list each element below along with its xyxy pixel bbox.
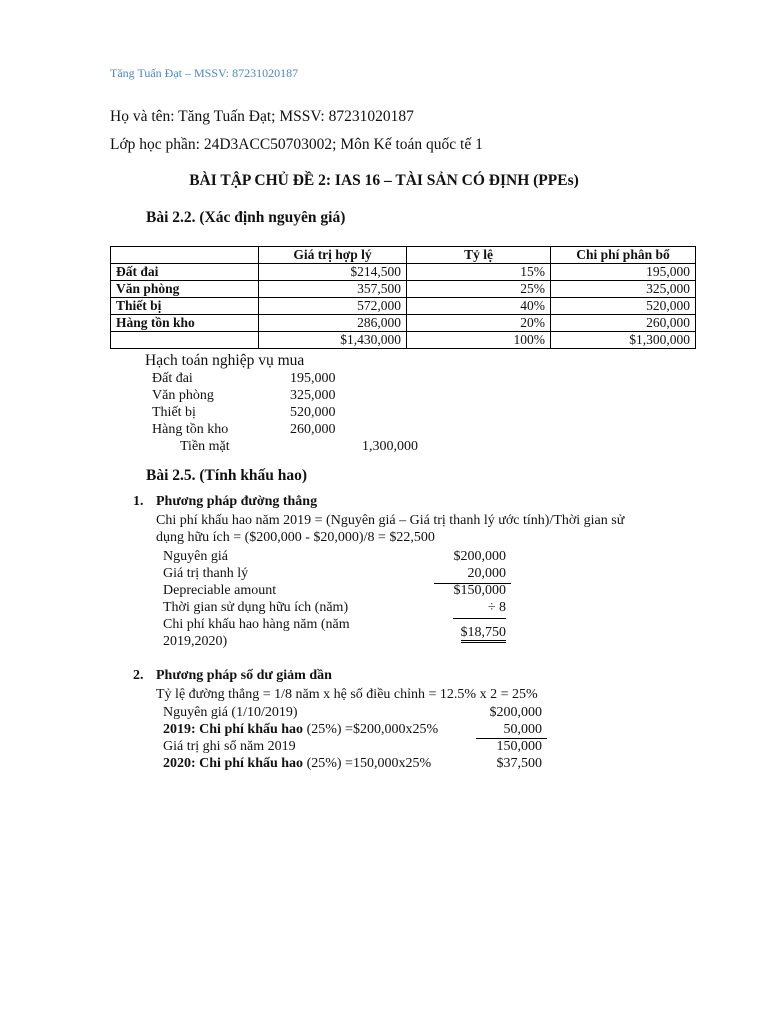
journal-title: Hạch toán nghiệp vụ mua xyxy=(145,352,305,369)
journal-account: Hàng tồn kho xyxy=(152,422,229,437)
sl-annual-label: Chi phí khấu hao hàng năm (năm xyxy=(163,617,350,632)
journal-credit: 1,300,000 xyxy=(362,439,418,454)
fair-value-cell: 357,500 xyxy=(259,281,407,298)
table-row xyxy=(111,298,696,315)
row-label xyxy=(111,332,259,349)
journal-account: Đất đai xyxy=(152,371,193,386)
column-header: Tỷ lệ xyxy=(407,247,551,264)
row-label: Văn phòng xyxy=(111,281,259,298)
db-row-value: 150,000 xyxy=(496,739,542,754)
allocated-cost-cell: 520,000 xyxy=(551,298,696,315)
row-label: Thiết bị xyxy=(111,298,259,315)
sl-row-value: ÷ 8 xyxy=(487,600,506,615)
table-header-row xyxy=(111,247,696,264)
fair-value-cell: 286,000 xyxy=(259,315,407,332)
sl-row-label: Nguyên giá xyxy=(163,549,228,564)
sl-row-value: $200,000 xyxy=(453,549,506,564)
db-row-value: 50,000 xyxy=(503,722,542,737)
db-year-label: 2020: Chi phí khấu hao xyxy=(163,756,304,771)
db-row-value: $200,000 xyxy=(489,705,542,720)
exercise-2-5-heading: Bài 2.5. (Tính khấu hao) xyxy=(146,467,308,484)
allocated-cost-cell: 195,000 xyxy=(551,264,696,281)
sl-row-value: $150,000 xyxy=(453,583,506,598)
allocated-cost-total: $1,300,000 xyxy=(551,332,696,349)
method-1-formula-line-2: dụng hữu ích = ($200,000 - $20,000)/8 = $22,500 xyxy=(156,530,435,545)
method-1-title: Phương pháp đường thẳng xyxy=(156,494,318,509)
journal-debit: 520,000 xyxy=(290,405,336,420)
db-row-label: Nguyên giá (1/10/2019) xyxy=(163,705,298,720)
column-header: Chi phí phân bổ xyxy=(551,247,696,264)
method-1-formula-line-1: Chi phí khấu hao năm 2019 = (Nguyên giá – Giá trị thanh lý ước tính)/Thời gian sử xyxy=(156,513,625,528)
method-2-title: Phương pháp số dư giảm dần xyxy=(156,668,332,683)
ratio-total: 100% xyxy=(407,332,551,349)
journal-debit: 260,000 xyxy=(290,422,336,437)
allocated-cost-cell: 325,000 xyxy=(551,281,696,298)
column-header: Giá trị hợp lý xyxy=(259,247,407,264)
db-row-label xyxy=(163,756,431,772)
allocated-cost-cell: 260,000 xyxy=(551,315,696,332)
db-row-value: $37,500 xyxy=(496,756,542,771)
db-formula: (25%) =$200,000x25% xyxy=(303,722,439,737)
journal-account: Tiền mặt xyxy=(180,439,230,454)
method-2-number: 2. xyxy=(133,668,144,683)
ratio-cell: 15% xyxy=(407,264,551,281)
db-formula: (25%) =150,000x25% xyxy=(303,756,432,771)
method-1-number: 1. xyxy=(133,494,144,509)
sl-row-label: Giá trị thanh lý xyxy=(163,566,249,581)
sl-row-value: 20,000 xyxy=(467,566,506,581)
row-label: Đất đai xyxy=(111,264,259,281)
student-info: Họ và tên: Tăng Tuấn Đạt; MSSV: 87231020187 xyxy=(110,108,414,125)
journal-debit: 195,000 xyxy=(290,371,336,386)
journal-account: Văn phòng xyxy=(152,388,214,403)
sl-row-label: Thời gian sử dụng hữu ích (năm) xyxy=(163,600,349,615)
fair-value-total: $1,430,000 xyxy=(259,332,407,349)
ratio-cell: 20% xyxy=(407,315,551,332)
column-header xyxy=(111,247,259,264)
table-total-row xyxy=(111,332,696,349)
journal-account: Thiết bị xyxy=(152,405,196,420)
method-2-rate-line: Tỷ lệ đường thẳng = 1/8 năm x hệ số điều chỉnh = 12.5% x 2 = 25% xyxy=(156,687,538,702)
allocation-table xyxy=(110,246,696,349)
exercise-2-2-heading: Bài 2.2. (Xác định nguyên giá) xyxy=(146,209,346,226)
fair-value-cell: $214,500 xyxy=(259,264,407,281)
total-overline xyxy=(453,618,506,619)
db-row-label xyxy=(163,722,438,738)
ratio-cell: 25% xyxy=(407,281,551,298)
row-label: Hàng tồn kho xyxy=(111,315,259,332)
ratio-cell: 40% xyxy=(407,298,551,315)
sl-annual-value: $18,750 xyxy=(461,625,507,643)
fair-value-cell: 572,000 xyxy=(259,298,407,315)
page-header: Tăng Tuấn Đạt – MSSV: 87231020187 xyxy=(110,66,299,80)
sl-annual-label-cont: 2019,2020) xyxy=(163,634,228,649)
sl-row-label: Depreciable amount xyxy=(163,583,277,598)
class-info: Lớp học phần: 24D3ACC50703002; Môn Kế toán quốc tế 1 xyxy=(110,136,483,153)
table-row xyxy=(111,281,696,298)
assignment-title: BÀI TẬP CHỦ ĐỀ 2: IAS 16 – TÀI SẢN CÓ ĐỊNH (PPEs) xyxy=(189,172,579,189)
db-year-label: 2019: Chi phí khấu hao xyxy=(163,722,304,737)
journal-debit: 325,000 xyxy=(290,388,336,403)
sl-annual-value-wrap xyxy=(406,625,506,641)
db-row-label: Giá trị ghi sổ năm 2019 xyxy=(163,739,296,754)
table-row xyxy=(111,264,696,281)
table-row xyxy=(111,315,696,332)
